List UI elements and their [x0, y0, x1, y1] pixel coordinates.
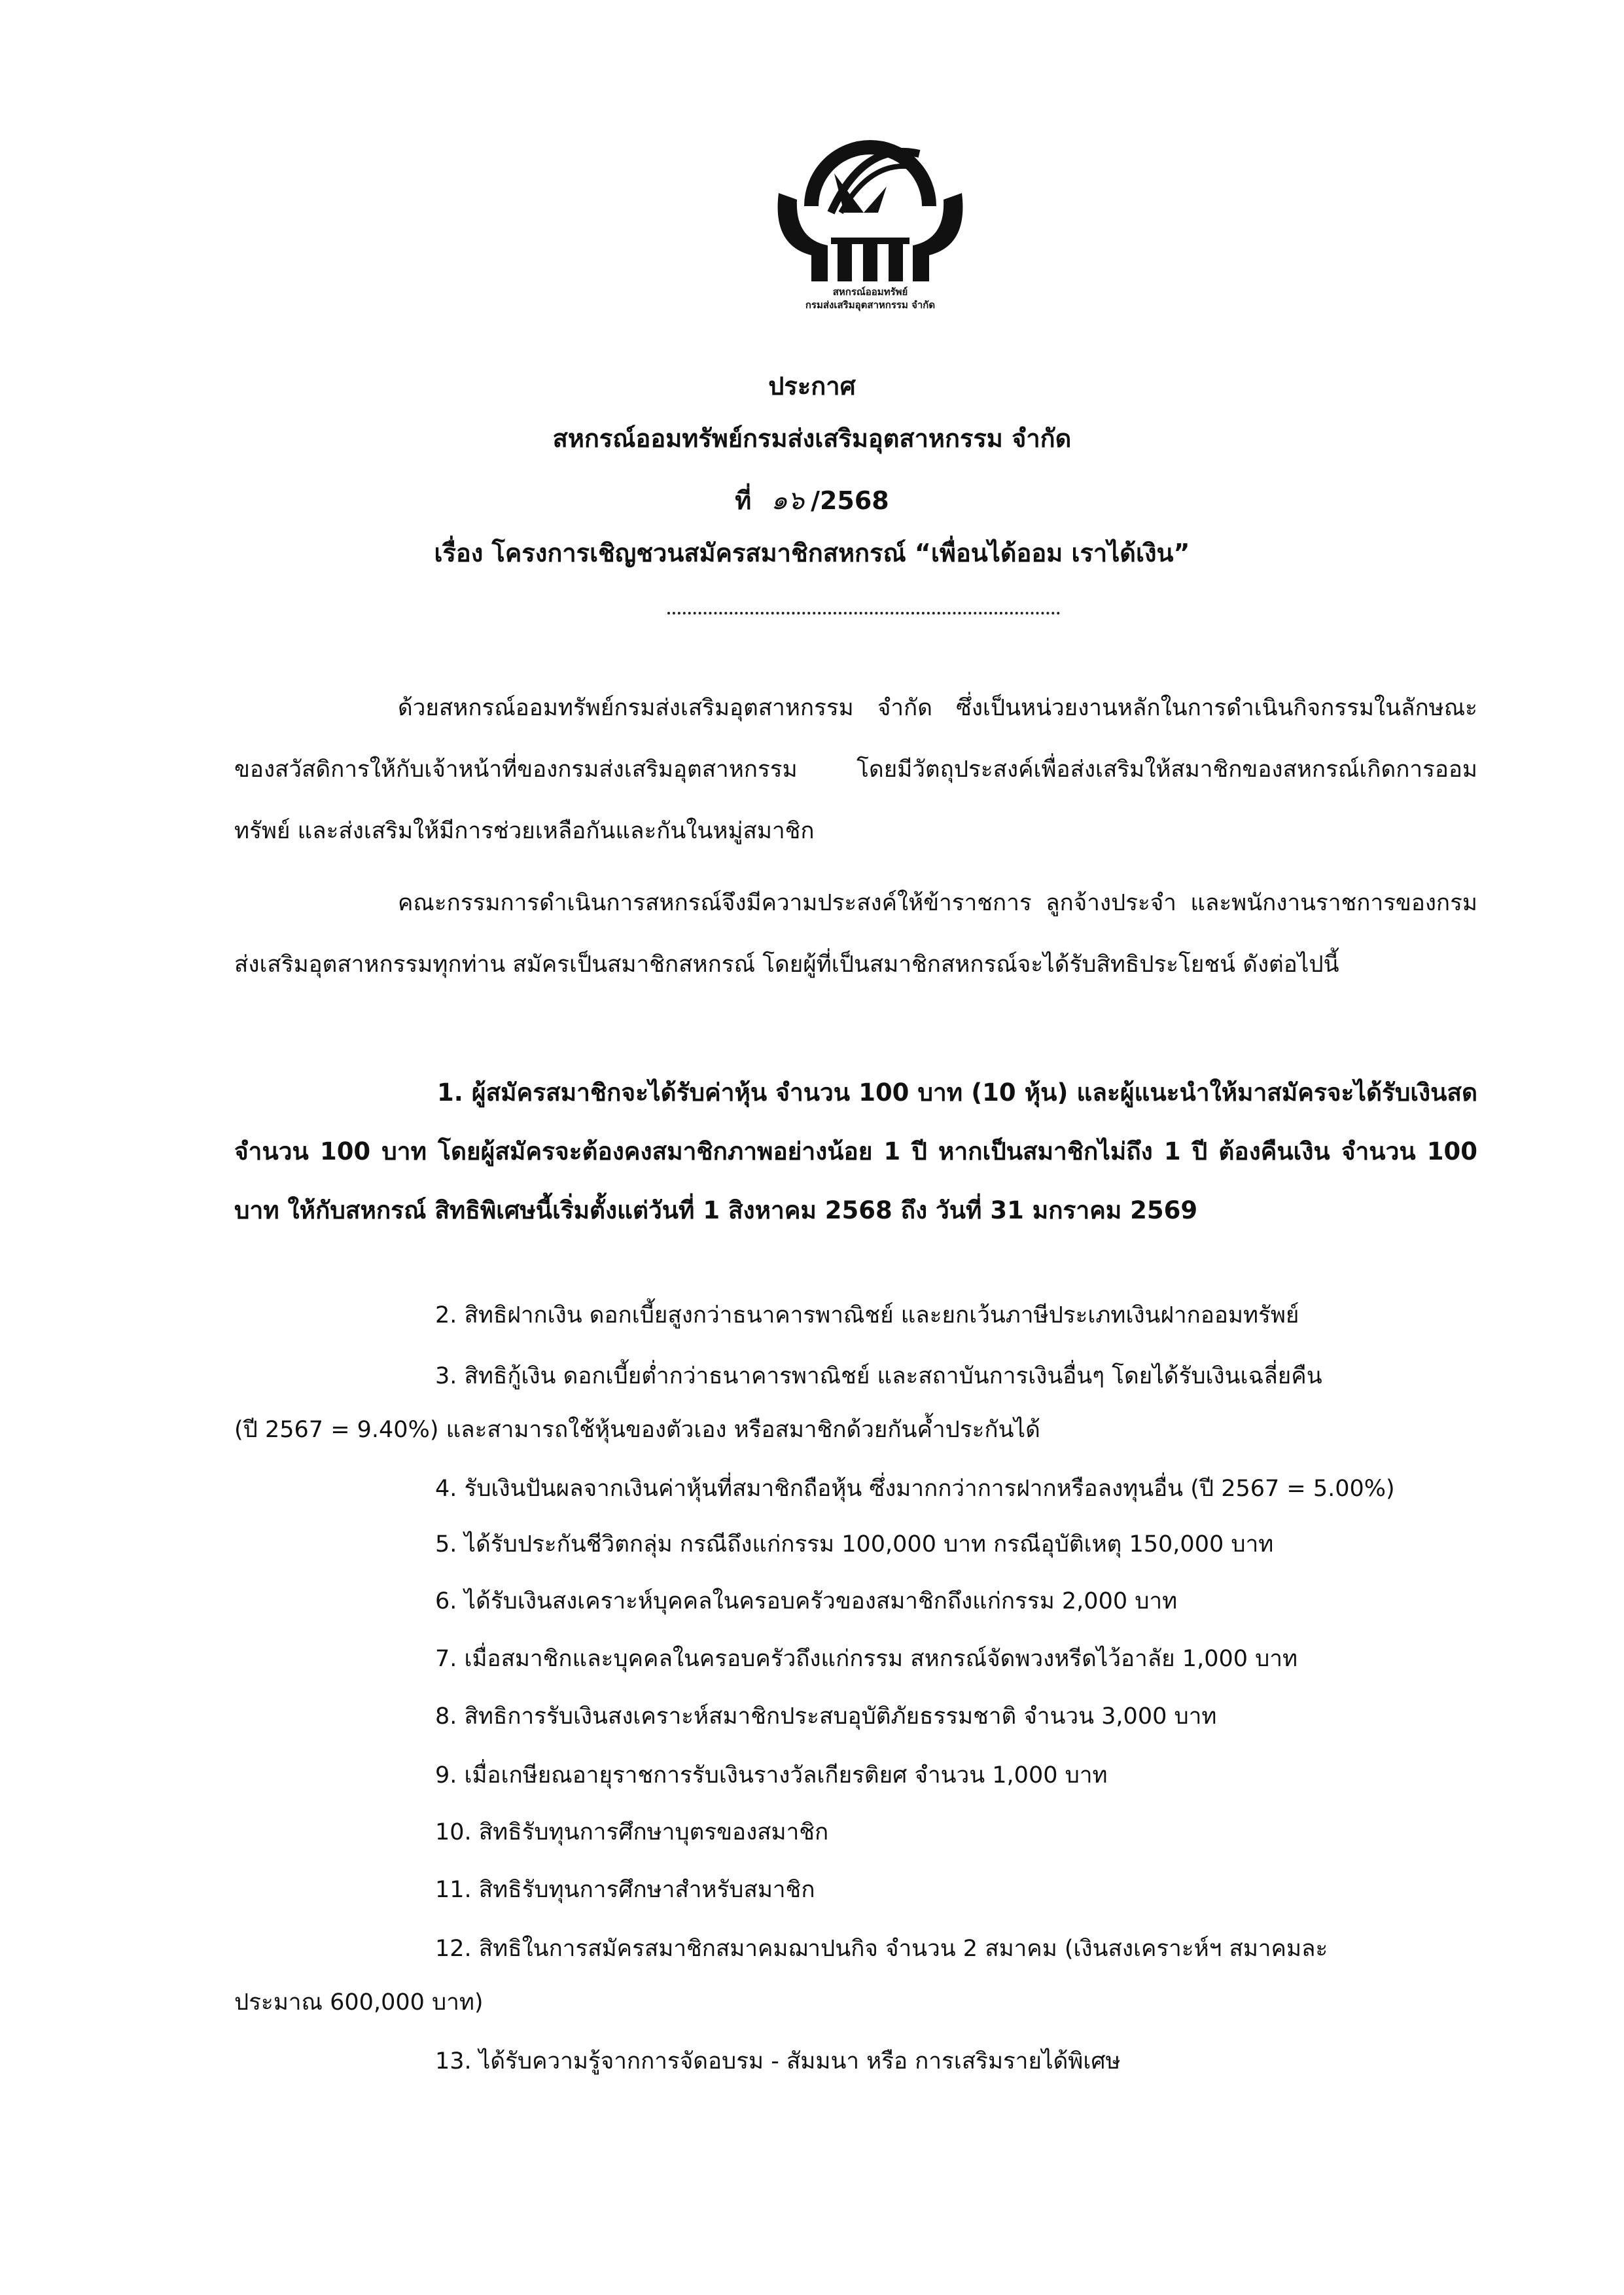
- announcement-number: [0, 484, 1624, 517]
- benefit-item-1: [234, 1063, 1477, 1240]
- handwritten-number: ๑๖: [771, 486, 805, 516]
- number-suffix: /2568: [811, 486, 889, 515]
- purpose-text: คณะกรรมการดำเนินการสหกรณ์จึงมีความประสงค์ให้ข้าราชการ ลูกจ้างประจำ และพนักงานราชการของกรมส่งเสริมอุตสาหกรรมทุกท่าน สมัครเป็นสมาชิกสหกรณ์ โดยผู้ที่เป็นสมาชิกสหกรณ์จะได้รับสิทธิประโยชน์ ดังต่อไปนี้: [234, 890, 1477, 978]
- benefit-item-6: 6. ได้รับเงินสงเคราะห์บุคคลในครอบครัวของสมาชิกถึงแก่กรรม 2,000 บาท: [435, 1588, 1178, 1614]
- dotted-divider: [667, 612, 1060, 614]
- benefit-item-9: 9. เมื่อเกษียณอายุราชการรับเงินรางวัลเกียรติยศ จำนวน 1,000 บาท: [435, 1762, 1108, 1788]
- benefit-item-12: 12. สิทธิในการสมัครสมาชิกสมาคมฌาปนกิจ จำนวน 2 สมาคม (เงินสงเคราะห์ฯ สมาคมละ: [435, 1936, 1328, 1962]
- benefit-item-1-text: 1. ผู้สมัครสมาชิกจะได้รับค่าหุ้น จำนวน 100 บาท (10 หุ้น) และผู้แนะนำให้มาสมัครจะได้รับเงินสด จำนวน 100 บาท โดยผู้สมัครจะต้องคงสมาชิกภาพอย่างน้อย 1 ปี หากเป็นสมาชิกไม่ถึง 1 ปี ต้องคืนเงิน จำนวน 100 บาท ให้กับสหกรณ์ สิทธิพิเศษนี้เริ่มตั้งแต่วันที่ 1 สิงหาคม 2568 ถึง วันที่ 31 มกราคม 2569: [234, 1078, 1477, 1224]
- announcement-title: ประกาศ: [768, 372, 856, 400]
- cooperative-emblem-icon: [766, 115, 975, 298]
- benefit-item-3-continued: (ปี 2567 = 9.40%) และสามารถใช้หุ้นของตัวเอง หรือสมาชิกด้วยกันค้ำประกันได้: [234, 1417, 1040, 1443]
- number-prefix: ที่: [735, 486, 752, 515]
- logo-caption-line1: สหกรณ์ออมทรัพย์: [832, 286, 908, 298]
- benefit-item-4: 4. รับเงินปันผลจากเงินค่าหุ้นที่สมาชิกถือหุ้น ซึ่งมากกว่าการฝากหรือลงทุนอื่น (ปี 2567 = 5.00%): [435, 1476, 1395, 1502]
- benefit-item-2: 2. สิทธิฝากเงิน ดอกเบี้ยสูงกว่าธนาคารพาณิชย์ และยกเว้นภาษีประเภทเงินฝากออมทรัพย์: [435, 1302, 1299, 1328]
- benefit-item-12-continued: ประมาณ 600,000 บาท): [234, 1989, 484, 2016]
- intro-paragraph: [234, 677, 1477, 862]
- benefit-item-8: 8. สิทธิการรับเงินสงเคราะห์สมาชิกประสบอุบัติภัยธรรมชาติ จำนวน 3,000 บาท: [435, 1703, 1217, 1730]
- benefit-item-10: 10. สิทธิรับทุนการศึกษาบุตรของสมาชิก: [435, 1819, 829, 1845]
- cooperative-logo: [766, 115, 975, 330]
- intro-text: ด้วยสหกรณ์ออมทรัพย์กรมส่งเสริมอุตสาหกรรม จำกัด ซึ่งเป็นหน่วยงานหลักในการดำเนินกิจกรรมในลักษณะของสวัสดิการให้กับเจ้าหน้าที่ของกรมส่งเสริมอุตสาหกรรม โดยมีวัตถุประสงค์เพื่อส่งเสริมให้สมาชิกของสหกรณ์เกิดการออมทรัพย์ และส่งเสริมให้มีการช่วยเหลือกันและกันในหมู่สมาชิก: [234, 695, 1477, 844]
- benefit-item-3: 3. สิทธิกู้เงิน ดอกเบี้ยต่ำกว่าธนาคารพาณิชย์ และสถาบันการเงินอื่นๆ โดยได้รับเงินเฉลี่ยคืน: [435, 1363, 1322, 1389]
- benefit-item-11: 11. สิทธิรับทุนการศึกษาสำหรับสมาชิก: [435, 1877, 815, 1903]
- benefit-item-5: 5. ได้รับประกันชีวิตกลุ่ม กรณีถึงแก่กรรม 100,000 บาท กรณีอุบัติเหตุ 150,000 บาท: [435, 1531, 1274, 1557]
- benefit-item-13: 13. ได้รับความรู้จากการจัดอบรม - สัมมนา หรือ การเสริมรายได้พิเศษ: [435, 2048, 1121, 2074]
- organization-name: สหกรณ์ออมทรัพย์กรมส่งเสริมอุตสาหกรรม จำกัด: [552, 424, 1072, 453]
- announcement-subject: เรื่อง โครงการเชิญชวนสมัครสมาชิกสหกรณ์ “เพื่อนได้ออม เราได้เงิน”: [434, 539, 1190, 567]
- benefit-item-7: 7. เมื่อสมาชิกและบุคคลในครอบครัวถึงแก่กรรม สหกรณ์จัดพวงหรีดไว้อาลัย 1,000 บาท: [435, 1646, 1298, 1672]
- logo-caption-line2: กรมส่งเสริมอุตสาหกรรม จำกัด: [805, 299, 936, 311]
- purpose-paragraph: [234, 872, 1477, 995]
